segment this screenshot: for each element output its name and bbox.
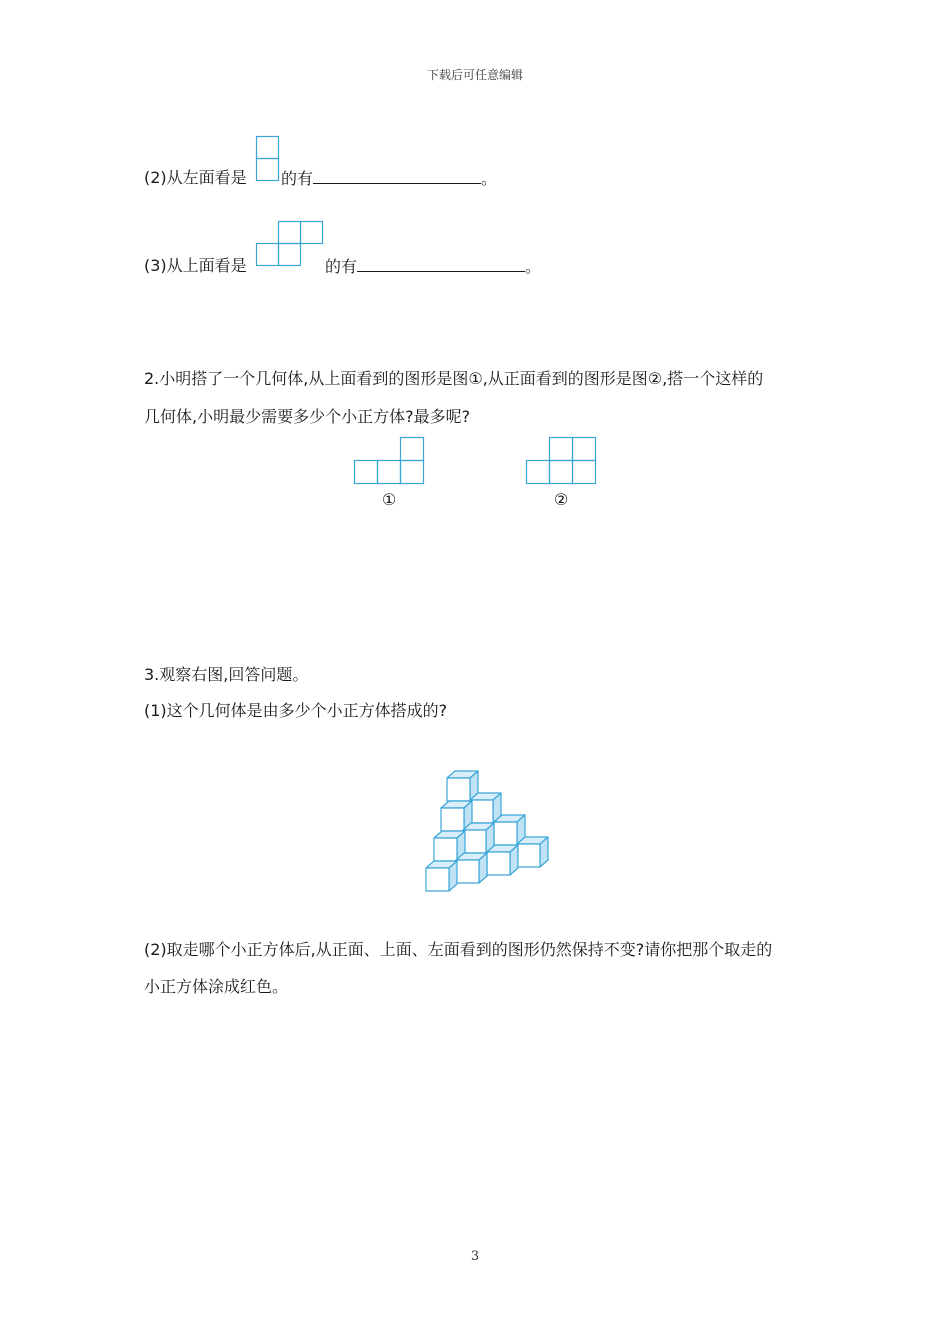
cube-front-face [494,822,517,845]
cube-front-face [487,852,510,875]
page-header: 下载后可任意编辑 [426,68,523,82]
q1-part2-prefix: (2)从左面看是 [144,168,247,187]
cube-front-face [434,838,457,861]
q1-part2-end: 。 [481,169,498,188]
q2-line1: 2.小明搭了一个几何体,从上面看到的图形是图①,从正面看到的图形是图②,搭一个这样的 [144,369,764,388]
q1-part3-end: 。 [525,257,542,276]
small-cube[interactable] [426,861,457,891]
q2-figure-2-label: ② [553,490,569,509]
cube-front-face [463,830,486,853]
q1-part2-suffix: 的有 [281,169,314,188]
small-cube[interactable] [517,837,548,867]
cube-front-face [517,844,540,867]
cube-front-face [426,868,449,891]
cube-front-face [447,778,470,801]
q3-part2-line2: 小正方体涂成红色。 [144,977,289,996]
q3-title: 3.观察右图,回答问题。 [144,665,309,684]
q1-part3-suffix: 的有 [325,257,358,276]
q2-figure-1-label: ① [381,490,397,509]
small-cube[interactable] [470,793,501,823]
page-number: 3 [470,1249,480,1264]
cube-front-face [470,800,493,823]
q3-part2-line1: (2)取走哪个小正方体后,从正面、上面、左面看到的图形仍然保持不变?请你把那个取走的 [144,940,773,959]
q1-part3-prefix: (3)从上面看是 [144,256,247,275]
small-cube[interactable] [463,823,494,853]
cube-front-face [456,860,479,883]
cube-front-face [441,808,464,831]
small-cube[interactable] [456,853,487,883]
q3-part1: (1)这个几何体是由多少个小正方体搭成的? [144,701,448,720]
small-cube[interactable] [487,845,518,875]
q2-line2: 几何体,小明最少需要多少个小正方体?最多呢? [144,407,471,426]
